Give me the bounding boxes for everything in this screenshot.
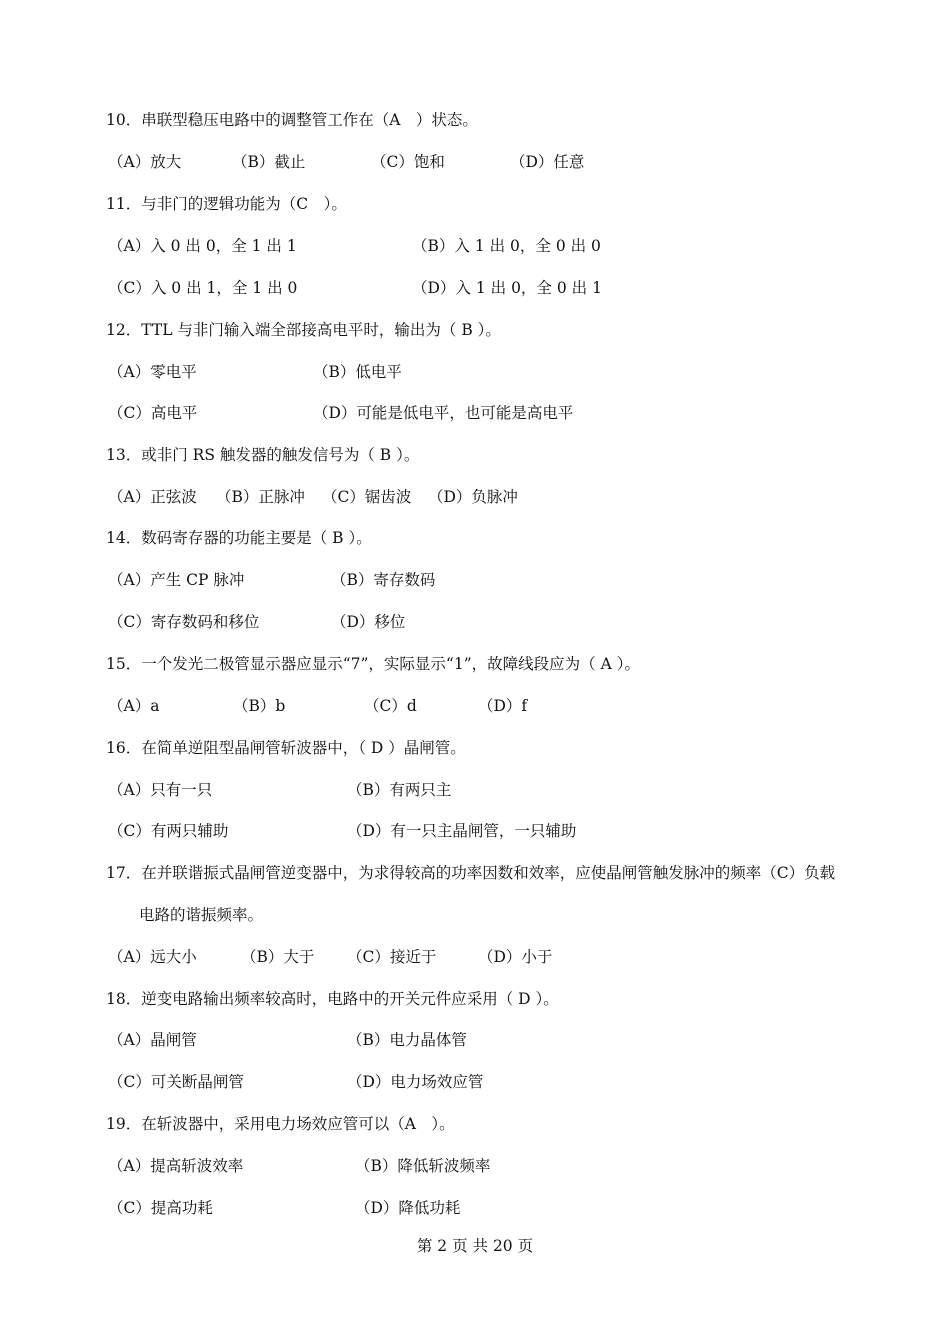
question-stem-text: 16．在简单逆阻型晶闸管斩波器中，（ D ）晶闸管。 <box>106 739 466 757</box>
option-c: （C）寄存数码和移位 <box>108 613 260 631</box>
option-d: （D）移位 <box>331 613 406 631</box>
option-d: （D）f <box>478 697 528 715</box>
question-15-stem <box>0 653 950 675</box>
option-b: （B）入 1 出 0，全 0 出 0 <box>412 237 601 255</box>
question-11-options-row1 <box>0 235 950 257</box>
question-14-stem <box>0 527 950 549</box>
option-c: （C）高电平 <box>108 404 198 422</box>
option-c: （C）提高功耗 <box>108 1199 213 1217</box>
option-d: （D）可能是低电平，也可能是高电平 <box>313 404 574 422</box>
question-12-stem <box>0 319 950 341</box>
question-17-options <box>0 946 950 968</box>
question-18-stem <box>0 988 950 1010</box>
question-stem-text: 13．或非门 RS 触发器的触发信号为（ B ）。 <box>106 446 420 464</box>
question-18-options-row2 <box>0 1071 950 1093</box>
question-stem-text: 19．在斩波器中，采用电力场效应管可以（A ）。 <box>106 1115 455 1133</box>
question-18-options-row1 <box>0 1029 950 1051</box>
question-stem-continuation: 电路的谐振频率。 <box>139 906 264 924</box>
question-10-options <box>0 151 950 173</box>
question-19-options-row2 <box>0 1197 950 1219</box>
question-15-options <box>0 695 950 717</box>
question-11-options-row2 <box>0 277 950 299</box>
question-10-stem <box>0 109 950 131</box>
option-c: （C）接近于 <box>347 948 437 966</box>
option-a: （A）产生 CP 脉冲 <box>108 571 245 589</box>
option-c: （C）入 0 出 1，全 1 出 0 <box>108 279 298 297</box>
option-c: （C）有两只辅助 <box>108 822 229 840</box>
option-b: （B）截止 <box>232 153 306 171</box>
question-16-options-row1 <box>0 779 950 801</box>
question-17-stem-continued <box>0 904 950 926</box>
option-a: （A）放大 <box>108 153 182 171</box>
question-stem-text: 17．在并联谐振式晶闸管逆变器中，为求得较高的功率因数和效率，应使晶闸管触发脉冲的频率（C）负载 <box>106 864 836 882</box>
question-16-stem <box>0 737 950 759</box>
question-14-options-row1 <box>0 569 950 591</box>
question-13-options <box>0 486 950 508</box>
question-17-stem <box>0 862 950 884</box>
option-b: （B）有两只主 <box>347 781 452 799</box>
option-a: （A）只有一只 <box>108 781 213 799</box>
option-a: （A）a <box>108 697 160 715</box>
option-b: （B）电力晶体管 <box>347 1031 467 1049</box>
option-c: （C）饱和 <box>371 153 445 171</box>
question-16-options-row2 <box>0 820 950 842</box>
question-19-options-row1 <box>0 1155 950 1177</box>
option-d: （D）小于 <box>478 948 553 966</box>
question-stem-text: 12．TTL 与非门输入端全部接高电平时，输出为（ B ）。 <box>106 321 501 339</box>
option-a: （A）正弦波 <box>108 488 197 506</box>
page-number-footer: 第 2 页 共 20 页 <box>416 1237 534 1255</box>
option-d: （D）电力场效应管 <box>347 1073 484 1091</box>
question-stem-text: 15．一个发光二极管显示器应显示“7”，实际显示“1”，故障线段应为（ A ）。 <box>106 655 640 673</box>
option-d: （D）有一只主晶闸管，一只辅助 <box>347 822 577 840</box>
option-a: （A）晶闸管 <box>108 1031 197 1049</box>
option-b: （B）大于 <box>241 948 315 966</box>
option-d: （D）任意 <box>510 153 585 171</box>
option-a: （A）入 0 出 0，全 1 出 1 <box>108 237 297 255</box>
option-b: （B）降低斩波频率 <box>355 1157 491 1175</box>
option-a: （A）零电平 <box>108 363 197 381</box>
question-stem-text: 14．数码寄存器的功能主要是（ B ）。 <box>106 529 372 547</box>
option-b: （B）寄存数码 <box>331 571 436 589</box>
option-b: （B）低电平 <box>313 363 402 381</box>
option-a: （A）远大小 <box>108 948 197 966</box>
option-b: （B）正脉冲 <box>216 488 305 506</box>
question-11-stem <box>0 193 950 215</box>
question-stem-text: 18．逆变电路输出频率较高时，电路中的开关元件应采用（ D ）。 <box>106 990 559 1008</box>
option-d: （D）降低功耗 <box>355 1199 461 1217</box>
option-c: （C）d <box>364 697 417 715</box>
question-12-options-row2 <box>0 402 950 424</box>
option-d: （D）负脉冲 <box>428 488 518 506</box>
option-a: （A）提高斩波效率 <box>108 1157 244 1175</box>
option-d: （D）入 1 出 0，全 0 出 1 <box>412 279 602 297</box>
option-c: （C）可关断晶闸管 <box>108 1073 244 1091</box>
question-19-stem <box>0 1113 950 1135</box>
question-13-stem <box>0 444 950 466</box>
question-stem-text: 10．串联型稳压电路中的调整管工作在（A ）状态。 <box>106 111 478 129</box>
option-c: （C）锯齿波 <box>322 488 412 506</box>
option-b: （B）b <box>233 697 286 715</box>
question-14-options-row2 <box>0 611 950 633</box>
question-12-options-row1 <box>0 361 950 383</box>
question-stem-text: 11．与非门的逻辑功能为（C ）。 <box>106 195 347 213</box>
